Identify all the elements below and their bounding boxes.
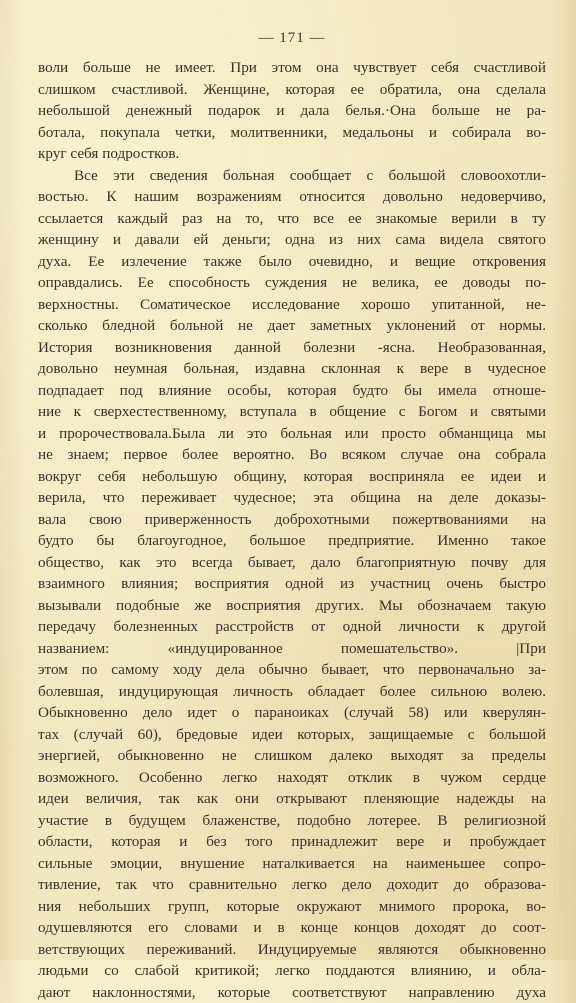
text-line: области, которая и без того принадлежит вере и пробуждает	[38, 831, 546, 853]
text-line: этом по самому ходу дела обычно бывает, что первоначально за-	[38, 659, 546, 681]
text-line: сколько бледной больной не дает заметных уклонений от нормы.	[38, 315, 546, 337]
text-line: верхностны. Соматическое исследование хорошо упитанной, не-	[38, 294, 546, 316]
text-line: энергией, обыкновенно не слишком далеко выходят за пределы	[38, 745, 546, 767]
text-line: Все эти сведения больная сообщает с большой словоохотли-	[38, 165, 546, 187]
text-line: ссылается каждый раз на то, что все ее знакомые верили в ту	[38, 208, 546, 230]
text-line: востью. К нашим возражениям относится довольно недоверчиво,	[38, 186, 546, 208]
text-line: небольшой денежный подарок и дала белья.·Она больше не ра-	[38, 100, 546, 122]
text-line: сильные эмоции, внушение наталкивается на наименьшее сопро-	[38, 853, 546, 875]
text-line: вокруг себя небольшую общину, которая восприняла ее идеи и	[38, 466, 546, 488]
text-line: взаимного влияния; восприятия одной из участниц очень быстро	[38, 573, 546, 595]
text-line: оправдались. Ее способность суждения не велика, ее доводы по-	[38, 272, 546, 294]
text-line: болевшая, индуцирующая личность обладает более сильною волею.	[38, 681, 546, 703]
text-line: ние к сверхестественному, вступала в общение с Богом и святыми	[38, 401, 546, 423]
text-line: довольно неумная больная, издавна склонная к вере в чудесное	[38, 358, 546, 380]
text-line: одушевляются его словами и в конце концов доходят до соот-	[38, 917, 546, 939]
text-line: верила, что переживает чудесное; эта община на деле доказы-	[38, 487, 546, 509]
page-number: — 171 —	[38, 30, 546, 47]
text-line: История возникновения данной болезни -ясна. Необразованная,	[38, 337, 546, 359]
text-line: ветствующих переживаний. Индуцируемые являются обыкновенно	[38, 939, 546, 961]
text-line: общество, как это всегда бывает, дало благоприятную почву для	[38, 552, 546, 574]
text-line: участие в будущем блаженстве, подобно лотерее. В религиозной	[38, 810, 546, 832]
text-line: вызывали подобные же восприятия других. Мы обозначаем такую	[38, 595, 546, 617]
text-line: воли больше не имеет. При этом она чувствует себя счастливой	[38, 57, 546, 79]
text-line: круг себя подростков.	[38, 143, 546, 165]
text-line: и пророчествовала.Была ли это больная или просто обманщица мы	[38, 423, 546, 445]
text-line: людьми со слабой критикой; легко поддаются влиянию, и обла-	[38, 960, 546, 982]
text-line: Обыкновенно дело идет о параноиках (случай 58) или кверулян-	[38, 702, 546, 724]
text-line: подпадает под влияние особы, которая будто бы имела отноше-	[38, 380, 546, 402]
text-line: идеи величия, так как они открывают пленяющие надежды на	[38, 788, 546, 810]
text-line: ботала, покупала четки, молитвенники, медальоны и собирала во-	[38, 122, 546, 144]
text-line: тивление, так что сравнительно легко дело доходит до образова-	[38, 874, 546, 896]
body-text	[38, 57, 546, 1003]
text-line: слишком счастливой. Женщине, которая ее обратила, она сделала	[38, 79, 546, 101]
text-line: духа. Ее излечение также было очевидно, и вещие откровения	[38, 251, 546, 273]
text-line: будто бы благоугодное, большое предприятие. Именно такое	[38, 530, 546, 552]
text-line: дают наклонностями, которые соответствуют направлению духа	[38, 982, 546, 1003]
text-line: названием: «индуцированное помешательство». |При	[38, 638, 546, 660]
text-line: женщину и давали ей деньги; одна из них сама видела святого	[38, 229, 546, 251]
text-line: тах (случай 60), бредовые идеи которых, защищаемые с большой	[38, 724, 546, 746]
text-line: вала свою приверженность доброхотными пожертвованиями на	[38, 509, 546, 531]
text-line: не знаем; первое более вероятно. Во всяком случае она собрала	[38, 444, 546, 466]
text-line: передачу болезненных расстройств от одной личности к другой	[38, 616, 546, 638]
text-line: ния небольших групп, которые окружают мнимого пророка, во-	[38, 896, 546, 918]
text-line: возможного. Особенно легко находят отклик в чужом сердце	[38, 767, 546, 789]
